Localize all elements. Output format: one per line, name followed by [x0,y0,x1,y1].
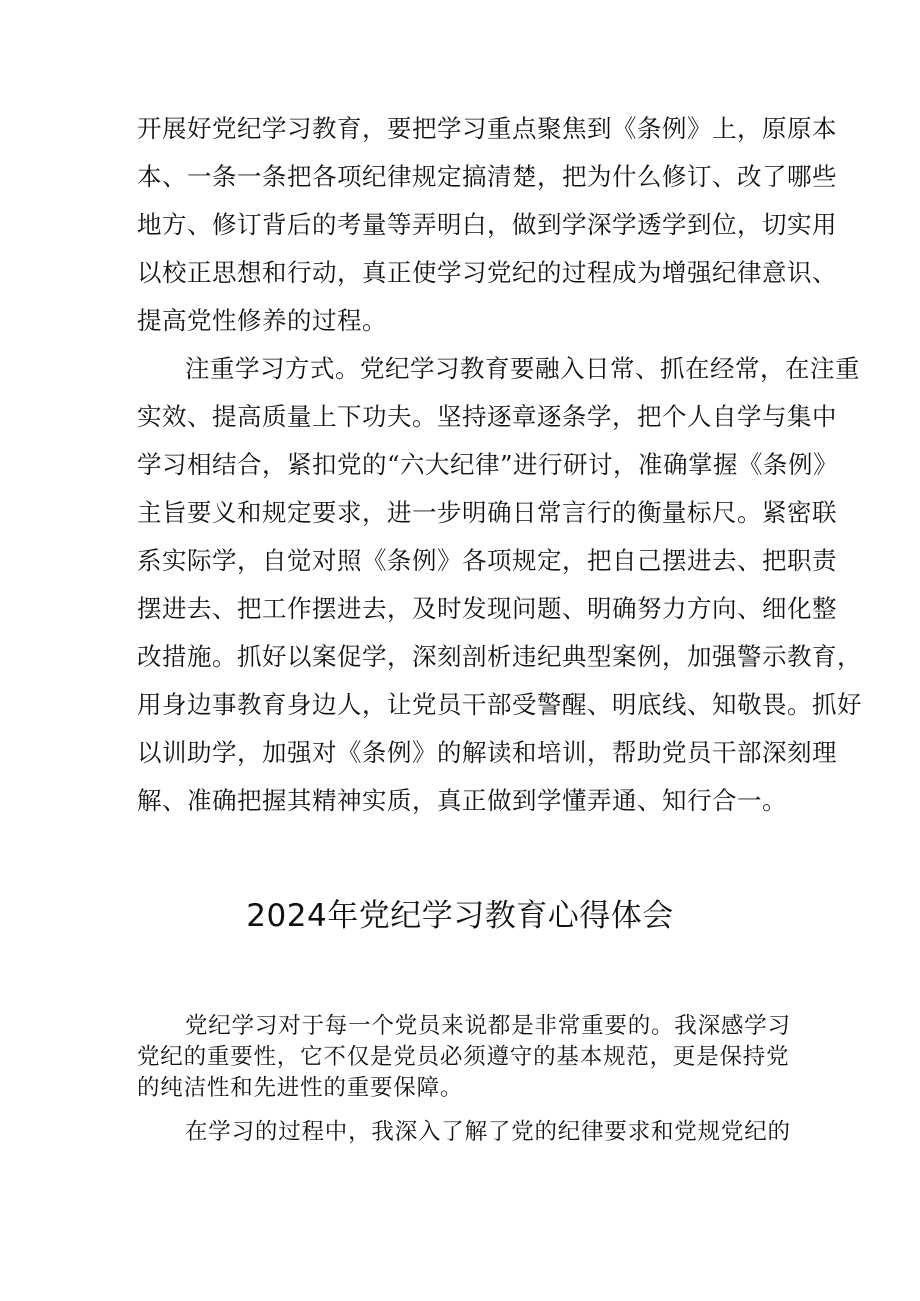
paragraph-line: 主旨要义和规定要求，进一步明确日常言行的衡量标尺。紧密联 [137,498,837,527]
paragraph-line: 解、准确把握其精神实质，真正做到学懂弄通、知行合一。 [137,786,787,815]
paragraph-line: 在学习的过程中，我深入了解了党的纪律要求和党规党纪的 [185,1119,791,1145]
paragraph-line: 摆进去、把工作摆进去，及时发现问题、明确努力方向、细化整 [137,594,837,623]
paragraph-line: 注重学习方式。党纪学习教育要融入日常、抓在经常，在注重 [185,354,860,383]
paragraph-line: 本、一条一条把各项纪律规定搞清楚，把为什么修订、改了哪些 [137,162,837,191]
paragraph-line: 用身边事教育身边人，让党员干部受警醒、明底线、知敬畏。抓好 [137,690,862,719]
paragraph-line: 以训助学，加强对《条例》的解读和培训，帮助党员干部深刻理 [137,738,837,767]
paragraph-line: 以校正思想和行动，真正使学习党纪的过程成为增强纪律意识、 [137,258,837,287]
paragraph-line: 党纪学习对于每一个党员来说都是非常重要的。我深感学习 [185,1013,791,1039]
paragraph-line: 实效、提高质量上下功夫。坚持逐章逐条学，把个人自学与集中 [137,402,837,431]
paragraph-line: 改措施。抓好以案促学，深刻剖析违纪典型案例，加强警示教育， [137,642,862,671]
paragraph-line: 学习相结合，紧扣党的“六大纪律”进行研讨，准确掌握《条例》 [137,450,839,479]
paragraph-line: 地方、修订背后的考量等弄明白，做到学深学透学到位，切实用 [137,210,837,239]
paragraph-line: 开展好党纪学习教育，要把学习重点聚焦到《条例》上，原原本 [137,114,837,143]
page-title: 2024年党纪学习教育心得体会 [246,898,674,934]
paragraph-line: 的纯洁性和先进性的重要保障。 [137,1075,464,1101]
paragraph-line: 系实际学，自觉对照《条例》各项规定，把自己摆进去、把职责 [137,546,837,575]
paragraph-line: 党纪的重要性，它不仅是党员必须遵守的基本规范，更是保持党 [137,1044,790,1070]
paragraph-line: 提高党性修养的过程。 [137,306,387,335]
